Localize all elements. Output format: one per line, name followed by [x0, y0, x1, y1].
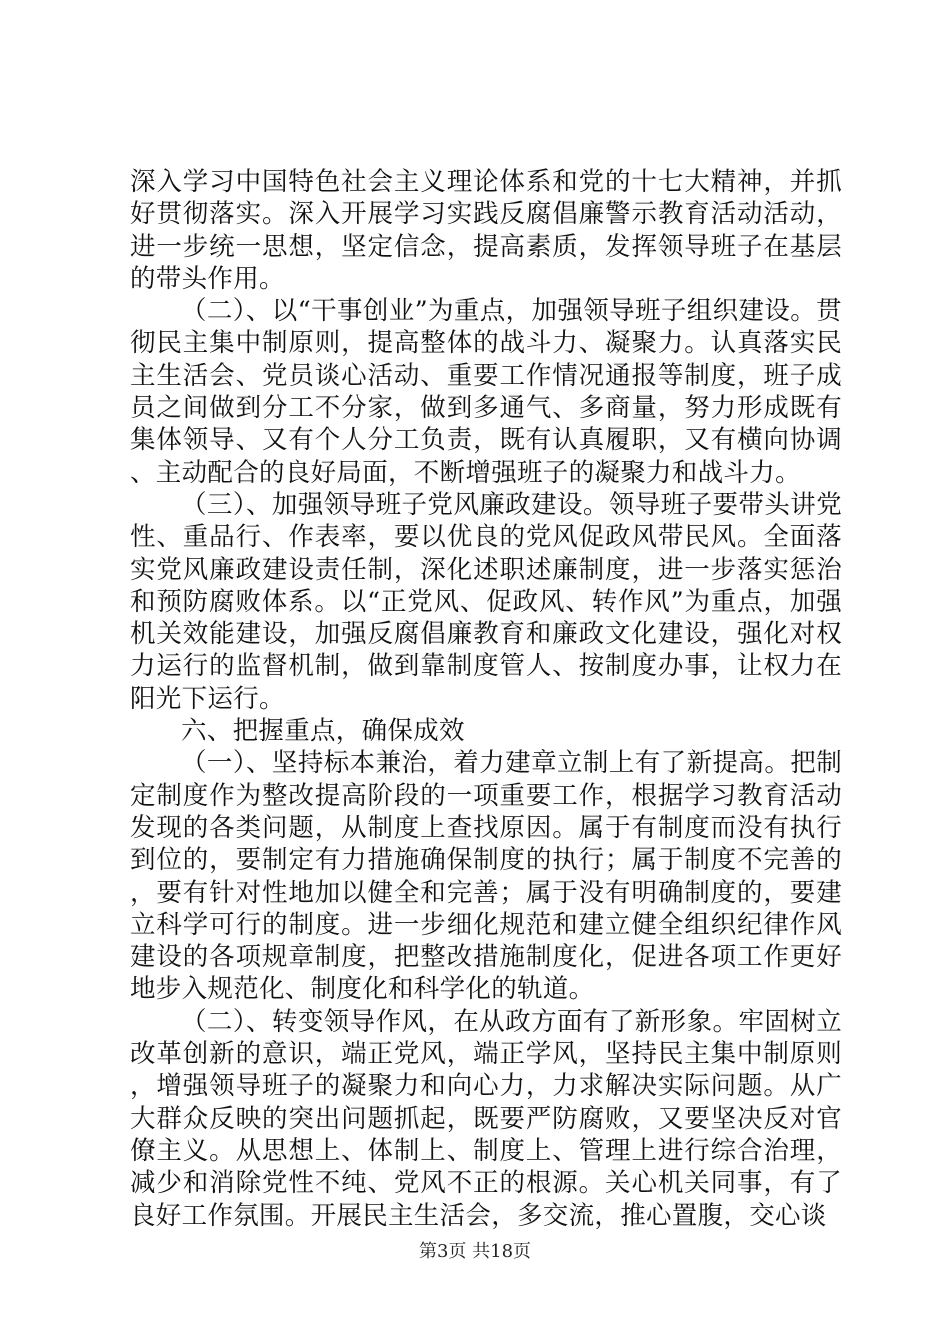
document-body [130, 166, 842, 1232]
section-heading-six: 六、把握重点，确保成效 [181, 716, 465, 747]
paragraph-integrity-building: （三）、加强领导班子党风廉政建设。领导班子要带头讲党性、重品行、作表率，要以优良的党风促政风带民风。全面落实党风廉政建设责任制，深化述职述廉制度，进一步落实惩治和预防腐败体系。以“正党风、促政风、转作风”为重点，加强机关效能建设，加强反腐倡廉教育和廉政文化建设，强化对权力运行的监督机制，做到靠制度管人、按制度办事，让权力在阳光下运行。 [130, 489, 842, 714]
paragraph-institution-building: （一）、坚持标本兼治，着力建章立制上有了新提高。把制定制度作为整改提高阶段的一项重要工作，根据学习教育活动发现的各类问题，从制度上查找原因。属于有制度而没有执行到位的，要制定有力措施确保制度的执行；属于制度不完善的，要有针对性地加以健全和完善；属于没有明确制度的，要建立科学可行的制度。进一步细化规范和建立健全组织纪律作风建设的各项规章制度，把整改措施制度化，促进各项工作更好地步入规范化、制度化和科学化的轨道。 [130, 748, 842, 1005]
paragraph-organization-building: （二）、以“干事创业”为重点，加强领导班子组织建设。贯彻民主集中制原则，提高整体的战斗力、凝聚力。认真落实民主生活会、党员谈心活动、重要工作情况通报等制度，班子成员之间做到分工不分家，做到多通气、多商量，努力形成既有集体领导、又有个人分工负责，既有认真履职，又有横向协调、主动配合的良好局面，不断增强班子的凝聚力和战斗力。 [130, 296, 842, 488]
page-footer [0, 1240, 950, 1264]
paragraph-continuation: 深入学习中国特色社会主义理论体系和党的十七大精神，并抓好贯彻落实。深入开展学习实践反腐倡廉警示教育活动活动，进一步统一思想，坚定信念，提高素质，发挥领导班子在基层的带头作用。 [130, 167, 842, 294]
paragraph-work-style: （二）、转变领导作风，在从政方面有了新形象。牢固树立改革创新的意识，端正党风，端正学风，坚持民主集中制原则，增强领导班子的凝聚力和向心力，力求解决实际问题。从广大群众反映的突出问题抓起，既要严防腐败，又要坚决反对官僚主义。从思想上、体制上、制度上、管理上进行综合治理，减少和消除党性不纯、党风不正的根源。关心机关同事，有了良好工作氛围。开展民主生活会，多交流，推心置腹，交心谈 [130, 1006, 842, 1231]
page-number: 第3页 共18页 [418, 1241, 532, 1262]
